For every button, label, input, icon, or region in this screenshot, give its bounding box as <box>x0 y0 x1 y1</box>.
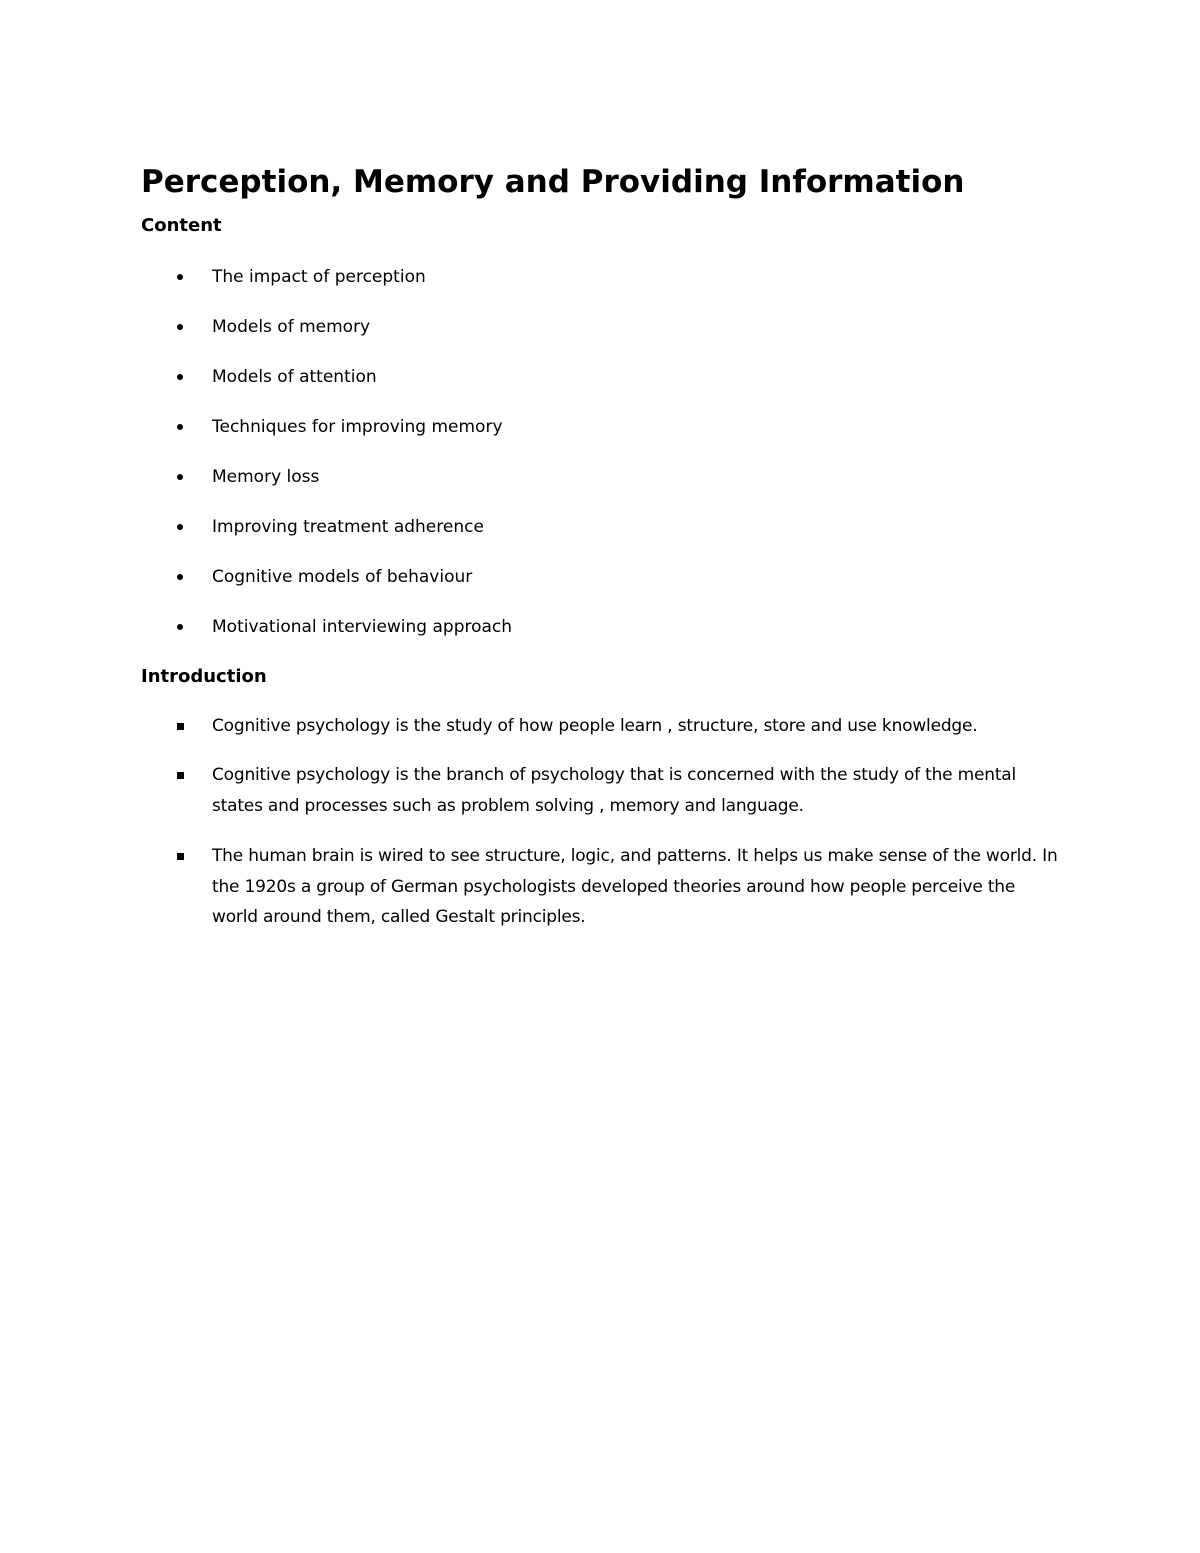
bullet-dot-icon <box>177 474 183 480</box>
bullet-square-icon <box>177 772 184 779</box>
bullet-dot-icon <box>177 424 183 430</box>
list-item-text: Cognitive psychology is the study of how people learn , structure, store and use knowledge. <box>212 716 978 736</box>
list-item-text: Cognitive models of behaviour <box>212 567 473 587</box>
section-heading-introduction: Introduction <box>141 666 267 687</box>
bullet-square-icon <box>177 853 184 860</box>
list-item-text: The human brain is wired to see structure, logic, and patterns. It helps us make sense of the world. In the 1920s a group of German psychologists developed theories around how people perceive the world around them, called Gestalt principles. <box>212 846 1058 927</box>
page-title: Perception, Memory and Providing Information <box>141 164 965 200</box>
bullet-square-icon <box>177 723 184 730</box>
list-item-text: Techniques for improving memory <box>212 417 503 437</box>
list-item-text: Models of attention <box>212 367 377 387</box>
list-item-text: Motivational interviewing approach <box>212 617 513 637</box>
bullet-dot-icon <box>177 374 183 380</box>
list-item-text: Cognitive psychology is the branch of psychology that is concerned with the study of the mental states and processes such as problem solving , memory and language. <box>212 765 1017 816</box>
list-item-text: Improving treatment adherence <box>212 517 484 537</box>
bullet-dot-icon <box>177 624 183 630</box>
bullet-dot-icon <box>177 524 183 530</box>
section-heading-content: Content <box>141 215 222 236</box>
list-item-text: Memory loss <box>212 467 320 487</box>
bullet-dot-icon <box>177 574 183 580</box>
list-item-text: Models of memory <box>212 317 371 337</box>
bullet-dot-icon <box>177 274 183 280</box>
list-item-text: The impact of perception <box>212 267 426 287</box>
bullet-dot-icon <box>177 324 183 330</box>
